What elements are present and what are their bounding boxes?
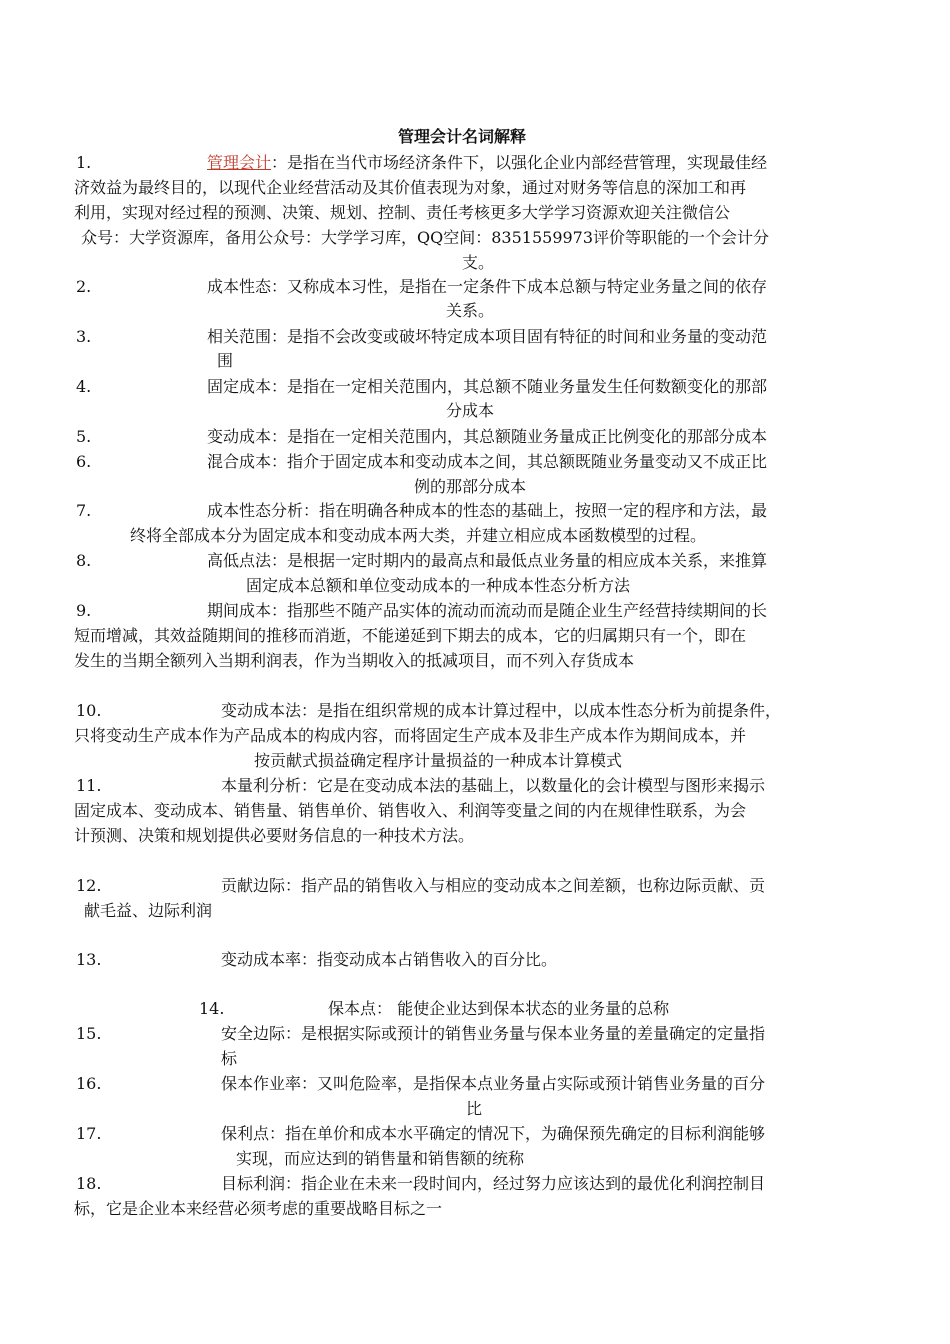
definition-line: 献毛益、边际利润 bbox=[84, 901, 213, 920]
term-number: 8. bbox=[76, 551, 92, 570]
term-entry-14 bbox=[0, 996, 950, 1021]
term-entry-8 bbox=[0, 548, 950, 573]
definition-line: 众号：大学资源库，备用公众号：大学学习库，QQ空间：8351559973评价等职能的一个会计分 bbox=[81, 228, 770, 247]
definition-line: 例的那部分成本 bbox=[414, 477, 527, 496]
definition-line: 支。 bbox=[462, 253, 495, 272]
term-entry-18 bbox=[0, 1171, 950, 1196]
term-number: 12. bbox=[76, 876, 102, 895]
term-name: 保本点 bbox=[328, 999, 377, 1018]
term-entry-12 bbox=[0, 873, 950, 898]
term-entry-9 bbox=[0, 598, 950, 623]
term-name: 本量利分析 bbox=[221, 776, 302, 795]
definition-line: ： 能使企业达到保本状态的业务量的总称 bbox=[376, 999, 670, 1018]
definition-line: ：它是在变动成本法的基础上，以数量化的会计模型与图形来揭示 bbox=[301, 776, 766, 795]
definition-line: 只将变动生产成本作为产品成本的构成内容，而将固定生产成本及非生产成本作为期间成本，并 bbox=[74, 726, 747, 745]
term-entry-1 bbox=[0, 150, 950, 175]
term-entry-5 bbox=[0, 424, 950, 449]
term-number: 15. bbox=[76, 1024, 102, 1043]
term-number: 11. bbox=[76, 776, 102, 795]
definition-line: ：指企业在未来一段时间内，经过努力应该达到的最优化利润控制目 bbox=[285, 1174, 766, 1193]
definition-row bbox=[0, 175, 950, 200]
term-entry-3 bbox=[0, 324, 950, 349]
term-number: 13. bbox=[76, 950, 102, 969]
term-entry-13 bbox=[0, 947, 950, 972]
definition-line: 计预测、决策和规划提供必要财务信息的一种技术方法。 bbox=[74, 826, 475, 845]
term-link-management-accounting[interactable]: 管理会计 bbox=[207, 153, 272, 172]
definition-line: ：是指在一定相关范围内，其总额不随业务量发生任何数额变化的那部 bbox=[271, 377, 768, 396]
term-number: 10. bbox=[76, 701, 102, 720]
term-entry-16 bbox=[0, 1071, 950, 1096]
term-number: 9. bbox=[76, 601, 92, 620]
term-name: 保本作业率 bbox=[221, 1074, 302, 1093]
definition-row bbox=[0, 1096, 950, 1121]
definition-row bbox=[0, 573, 950, 598]
definition-line: ：是指不会改变或破坏特定成本项目固有特征的时间和业务量的变动范 bbox=[271, 327, 768, 346]
term-number: 7. bbox=[76, 501, 92, 520]
definition-line: 发生的当期全额列入当期利润表，作为当期收入的抵减项目，而不列入存货成本 bbox=[74, 651, 635, 670]
definition-line: ：指在明确各种成本的性态的基础上，按照一定的程序和方法，最 bbox=[303, 501, 768, 520]
term-entry-7 bbox=[0, 498, 950, 523]
term-entry-10 bbox=[0, 698, 950, 723]
definition-line: 围 bbox=[217, 351, 234, 370]
definition-row bbox=[0, 298, 950, 323]
term-entry-15 bbox=[0, 1021, 950, 1046]
definition-line: 终将全部成本分为固定成本和变动成本两大类，并建立相应成本函数模型的过程。 bbox=[130, 526, 707, 545]
term-name: 混合成本 bbox=[207, 452, 272, 471]
term-number: 18. bbox=[76, 1174, 102, 1193]
definition-row bbox=[0, 623, 950, 648]
term-entry-17 bbox=[0, 1121, 950, 1146]
definition-line: 短而增减，其效益随期间的推移而消逝，不能递延到下期去的成本，它的归属期只有一个，即在 bbox=[74, 626, 747, 645]
definition-row bbox=[0, 723, 950, 748]
term-number: 14. bbox=[199, 999, 225, 1018]
definition-line: 实现，而应达到的销售量和销售额的统称 bbox=[236, 1149, 525, 1168]
definition-row bbox=[0, 200, 950, 225]
definition-row bbox=[0, 250, 950, 275]
term-number: 6. bbox=[76, 452, 92, 471]
definition-line: ：指介于固定成本和变动成本之间，其总额既随业务量变动又不成正比 bbox=[271, 452, 768, 471]
term-number: 2. bbox=[76, 277, 92, 296]
definition-line: ：是根据一定时期内的最高点和最低点业务量的相应成本关系，来推算 bbox=[271, 551, 768, 570]
title-text: 管理会计名词解释 bbox=[398, 127, 527, 146]
definition-row bbox=[0, 1146, 950, 1171]
definition-row bbox=[0, 648, 950, 673]
definition-line: ：指那些不随产品实体的流动而流动而是随企业生产经营持续期间的长 bbox=[271, 601, 768, 620]
definition-row bbox=[0, 523, 950, 548]
definition-line: 关系。 bbox=[446, 301, 495, 320]
definition-row bbox=[0, 748, 950, 773]
definition-line: ：是指在当代市场经济条件下，以强化企业内部经营管理，实现最佳经 bbox=[271, 153, 768, 172]
term-name: 贡献边际 bbox=[221, 876, 286, 895]
document-title bbox=[0, 124, 950, 149]
definition-row bbox=[0, 398, 950, 423]
term-name: 成本性态分析 bbox=[207, 501, 304, 520]
term-entry-4 bbox=[0, 374, 950, 399]
definition-row bbox=[0, 474, 950, 499]
definition-line: ：是根据实际或预计的销售业务量与保本业务量的差量确定的定量指 bbox=[285, 1024, 766, 1043]
term-name: 成本性态 bbox=[207, 277, 272, 296]
term-entry-2 bbox=[0, 274, 950, 299]
term-name: 安全边际 bbox=[221, 1024, 286, 1043]
definition-row bbox=[0, 1046, 950, 1071]
definition-line: ：指在单价和成本水平确定的情况下，为确保预先确定的目标利润能够 bbox=[269, 1124, 766, 1143]
definition-row bbox=[0, 1196, 950, 1221]
definition-line: 按贡献式损益确定程序计量损益的一种成本计算模式 bbox=[254, 751, 623, 770]
definition-line: ：又叫危险率，是指保本点业务量占实际或预计销售业务量的百分 bbox=[301, 1074, 766, 1093]
term-name: 高低点法 bbox=[207, 551, 272, 570]
term-name: 变动成本率 bbox=[221, 950, 302, 969]
definition-line: 标 bbox=[221, 1049, 238, 1068]
term-name: 变动成本 bbox=[207, 427, 272, 446]
definition-line: ：又称成本习性，是指在一定条件下成本总额与特定业务量之间的依存 bbox=[271, 277, 768, 296]
definition-row bbox=[0, 898, 950, 923]
term-number: 4. bbox=[76, 377, 92, 396]
term-number: 17. bbox=[76, 1124, 102, 1143]
term-entry-6 bbox=[0, 449, 950, 474]
definition-line: ：是指在一定相关范围内，其总额随业务量成正比例变化的那部分成本 bbox=[271, 427, 768, 446]
term-name: 目标利润 bbox=[221, 1174, 286, 1193]
definition-row bbox=[0, 348, 950, 373]
term-number: 3. bbox=[76, 327, 92, 346]
definition-line: 标，它是企业本来经营必须考虑的重要战略目标之一 bbox=[74, 1199, 443, 1218]
term-name: 相关范围 bbox=[207, 327, 272, 346]
term-number: 16. bbox=[76, 1074, 102, 1093]
term-name: 固定成本 bbox=[207, 377, 272, 396]
definition-row bbox=[0, 798, 950, 823]
definition-row bbox=[0, 823, 950, 848]
definition-line: ：指产品的销售收入与相应的变动成本之间差额，也称边际贡献、贡 bbox=[285, 876, 766, 895]
term-name: 变动成本法 bbox=[221, 701, 302, 720]
definition-line: ：指变动成本占销售收入的百分比。 bbox=[301, 950, 558, 969]
definition-line: 利用，实现对经过程的预测、决策、规划、控制、责任考核更多大学学习资源欢迎关注微信公 bbox=[74, 203, 731, 222]
term-name: 期间成本 bbox=[207, 601, 272, 620]
term-name: 保利点 bbox=[221, 1124, 270, 1143]
definition-row bbox=[0, 225, 950, 250]
definition-line: 固定成本、变动成本、销售量、销售单价、销售收入、利润等变量之间的内在规律性联系，为会 bbox=[74, 801, 747, 820]
term-number: 5. bbox=[76, 427, 92, 446]
definition-line: 济效益为最终目的，以现代企业经营活动及其价值表现为对象，通过对财务等信息的深加工和再 bbox=[74, 178, 747, 197]
term-number: 1. bbox=[76, 153, 92, 172]
definition-line: 固定成本总额和单位变动成本的一种成本性态分析方法 bbox=[246, 576, 631, 595]
term-entry-11 bbox=[0, 773, 950, 798]
definition-line: ：是指在组织常规的成本计算过程中，以成本性态分析为前提条件， bbox=[301, 701, 782, 720]
definition-line: 分成本 bbox=[446, 401, 495, 420]
definition-line: 比 bbox=[466, 1099, 483, 1118]
